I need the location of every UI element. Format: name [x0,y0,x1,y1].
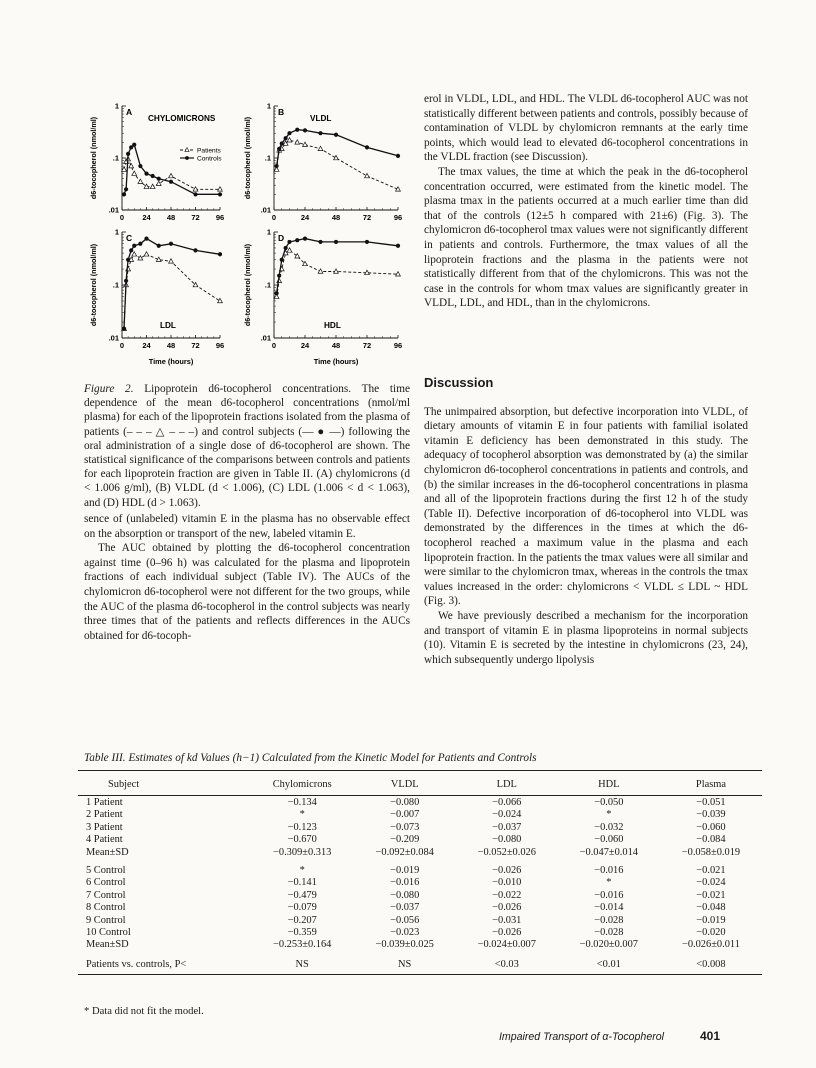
row-label: 5 Control [86,865,126,877]
table-cell: NS [354,951,456,975]
patients-data-point [334,155,339,159]
table-cell: −0.026 [492,902,522,914]
table-cell: −0.050 [594,797,624,809]
table-row [78,821,762,833]
patients-series-line [124,159,220,189]
controls-data-point [132,143,136,147]
figure-2-chart [82,92,412,374]
column-header: LDL [456,771,558,796]
y-tick-label: 1 [266,101,271,111]
y-axis-label: d6-tocopherol (nmol/ml) [89,116,98,200]
controls-data-point [132,244,136,248]
figure-caption [84,382,410,510]
panel-title: HDL [324,321,341,330]
paragraph: erol in VLDL, LDL, and HDL. The VLDL d6-tocopherol AUC was not statistically different between patients and controls, possibly because of contamination of VLDL by chylomicron remnants at the early time points, which would lead to elevated d6-tocopherol concentrations in the VLDL fraction (see Discussion). [424,93,748,164]
table-caption: Table III. Estimates of kd Values (h−1) Calculated from the Kinetic Model for Patients and Controls [84,752,537,764]
x-tick-label: 96 [393,341,403,350]
controls-data-point [396,154,400,158]
figure-caption-text: Lipoprotein d6-tocopherol concentrations. The time dependence of the mean d6-tocopherol concentrations (nmol/ml plasma) for each of the lipoprotein fractions isolated from the plasma of patients (– – – △ – – –) and control subjects (— ● —) following the oral administration of a single dose of d6-tocopherol are shown. The statistical significance of the comparisons between controls and patients for each lipoprotein fraction are given in Table II. (A) chylomicrons (d < 1.006 g/ml), (B) VLDL (d < 1.006), (C) LDL (1.006 < d < 1.063), and (D) HDL (d > 1.063). [84,383,410,509]
x-tick-label: 72 [362,341,372,350]
legend-patients-label: Patients [197,147,221,155]
controls-data-point [277,147,281,151]
controls-data-point [277,274,281,278]
y-tick-label: .1 [112,280,119,290]
x-tick-label: 24 [142,341,151,350]
table-cell: −0.084 [696,834,726,846]
patients-data-point [169,259,174,263]
table-cell: −0.016 [594,865,624,877]
table-cell: * [606,809,612,821]
controls-data-point [287,240,291,244]
column-header: Plasma [660,771,762,796]
table-cell: <0.03 [456,951,558,975]
patients-data-point [295,254,300,258]
patients-data-point [126,266,131,270]
controls-data-point [129,248,133,252]
y-tick-label: .01 [260,333,271,343]
y-tick-label: 1 [114,101,119,111]
table-cell: −0.037 [390,902,420,914]
x-tick-label: 24 [300,341,310,350]
paragraph: The AUC obtained by plotting the d6-tocopherol concentration against time (0–96 h) was calculated for the plasma and lipoprotein fractions of each individual subject (Table IV). The AUCs of the chylomicron d6-tocopherol were not different for the two groups, while the AUC of the plasma d6-tocopherol in the control subjects was nearly three times that of the patients and reflects differences in the AUCs obtained for d6-tocoph- [84,542,410,642]
table-cell: −0.047±0.014 [579,846,638,858]
table-cell: −0.060 [594,834,624,846]
table-cell: −0.134 [287,797,317,809]
table-cell: −0.007 [390,809,420,821]
controls-data-point [138,164,142,168]
x-tick-label: 96 [215,213,225,222]
table-cell: −0.023 [390,926,420,938]
paragraph: The tmax values, the time at which the peak in the d6-tocopherol concentration occurred, were estimated from the kinetic model. The plasma tmax in the patients occurred at a much earlier time than did that of the controls (12±5 h compared with 21±6) (Fig. 3). The chylomicron d6-tocopherol tmax values were not significantly different in patients and controls. Furthermore, the tmax values of all the lipoprotein fractions and the plasma in the patients were not statistically different from that of the chylomicrons. This was not the case in the controls for whom tmax values are significantly greater in VLDL, LDL, and HDL, than in the chylomicrons. [424,165,748,310]
patients-data-point [365,173,370,177]
left-column [84,512,410,643]
controls-data-point [218,252,222,256]
table-cell: −0.026 [492,926,522,938]
table-cell: −0.024 [492,809,522,821]
table-cell: −0.092±0.084 [375,846,434,858]
table-cell: * [606,877,612,889]
x-tick-label: 0 [119,341,125,350]
figure-caption-label: Figure 2. [84,383,134,395]
patients-data-point [132,171,137,175]
y-axis-label: d6-tocopherol (nmol/ml) [243,116,252,200]
controls-series-line [277,239,398,294]
table-row [78,939,762,951]
table-header-row [78,771,762,796]
x-tick-label: 48 [166,341,176,350]
panel-letter: A [126,107,133,117]
y-tick-label: .1 [112,153,119,163]
column-header: HDL [558,771,660,796]
table-row [78,926,762,938]
table-cell: −0.056 [390,914,420,926]
y-tick-label: 1 [266,227,271,237]
controls-data-point [280,141,284,145]
patients-data-point [129,163,134,167]
table-cell: −0.123 [287,821,317,833]
table-footnote: * Data did not fit the model. [84,1006,204,1017]
table-cell: −0.019 [390,865,420,877]
x-tick-label: 96 [215,341,225,350]
x-tick-label: 24 [300,213,310,222]
table-cell: −0.253±0.164 [273,939,332,951]
table-cell: NS [251,951,354,975]
controls-data-point [122,327,126,331]
y-axis-label: d6-tocopherol (nmol/ml) [243,243,252,327]
x-tick-label: 72 [191,213,200,222]
patients-data-point [132,252,137,256]
table-cell: −0.079 [287,902,317,914]
controls-data-point [274,164,278,168]
legend-controls-label: Controls [197,155,222,163]
table-row [78,914,762,926]
patients-data-point [287,138,292,142]
page-number: 401 [699,1029,720,1043]
controls-data-point [124,187,128,191]
controls-data-point [218,192,222,196]
table-cell: −0.060 [696,821,726,833]
controls-data-point [334,240,338,244]
table-cell: * [299,809,305,821]
controls-data-point [169,242,173,246]
controls-data-point [280,258,284,262]
controls-data-point [287,131,291,135]
table-row [78,902,762,914]
table-cell: −0.670 [287,834,317,846]
paragraph: sence of (unlabeled) vitamin E in the plasma has no observable effect on the absorption or transport of the new, labeled vitamin E. [84,513,410,540]
table-cell: −0.207 [287,914,317,926]
panel-title: VLDL [310,114,332,123]
controls-data-point [169,180,173,184]
table-cell: −0.309±0.313 [273,846,332,858]
controls-data-point [122,192,126,196]
right-column [424,92,748,311]
controls-data-point [193,192,197,196]
row-label: Patients vs. controls, P< [78,951,251,975]
table-cell: −0.479 [287,889,317,901]
x-tick-label: 0 [271,341,277,350]
panel-title: CHYLOMICRONS [148,114,216,123]
section-heading: Discussion [424,375,494,390]
panel-letter: B [278,107,285,117]
controls-data-point [157,244,161,248]
table-cell: −0.209 [390,834,420,846]
table-cell: −0.026 [492,865,522,877]
row-label: 1 Patient [86,797,123,809]
controls-data-point [303,128,307,132]
controls-data-point [138,242,142,246]
controls-data-point [303,237,307,241]
y-tick-label: .01 [108,333,119,343]
y-tick-label: 1 [114,227,119,237]
row-label: 4 Patient [86,834,123,846]
patients-data-point [218,298,223,302]
figure-2 [82,92,412,374]
controls-data-point [295,238,299,242]
controls-data-point [334,133,338,137]
column-header: VLDL [354,771,456,796]
controls-data-point [318,131,322,135]
controls-data-point [284,246,288,250]
controls-data-point [144,172,148,176]
patients-series-line [124,254,220,328]
patients-data-point [156,181,161,185]
table-cell: −0.066 [492,797,522,809]
controls-data-point [144,237,148,241]
panel-letter: C [126,233,133,243]
x-axis-label: Time (hours) [148,357,194,366]
y-tick-label: .1 [264,280,271,290]
controls-data-point [126,152,130,156]
controls-series-line [124,239,220,329]
table-cell: −0.048 [696,902,726,914]
table-row [78,858,762,876]
table-cell: −0.024 [696,877,726,889]
y-tick-label: .01 [108,205,119,215]
table-cell: −0.039±0.025 [375,939,434,951]
table-cell: −0.021 [696,865,726,877]
row-label: 8 Control [86,902,126,914]
controls-data-point [151,174,155,178]
table-row [78,889,762,901]
table-cell: −0.037 [492,821,522,833]
table-cell: −0.014 [594,902,624,914]
x-tick-label: 96 [393,213,403,222]
controls-data-point [365,145,369,149]
kd-table [78,770,762,975]
controls-data-point [318,240,322,244]
row-label: 7 Control [86,889,126,901]
table-cell: −0.031 [492,914,522,926]
table-row [78,809,762,821]
table-cell: −0.039 [696,809,726,821]
x-tick-label: 48 [331,213,341,222]
table-row [78,846,762,858]
controls-data-point [396,244,400,248]
patients-data-point [396,272,401,276]
row-label: 6 Control [86,877,126,889]
table-cell: −0.019 [696,914,726,926]
table-cell: −0.051 [696,797,726,809]
patients-data-point [138,179,143,183]
table-cell: −0.026±0.011 [681,939,740,951]
paragraph: The unimpaired absorption, but defective incorporation into VLDL, of dietary amounts of vitamin E in four patients with familial isolated vitamin E deficiency has been demonstrated in this study. The adequacy of tocopherol absorption was demonstrated by (a) the similar chylomicron d6-tocopherol concentrations in patients and controls, and (b) the similar increases in the d6-tocopherol concentrations in plasma and all of the lipoprotein fractions during the first 12 h of the study (Table II). Defective incorporation of d6-tocopherol into VLDL was demonstrated by the differences in the times at which the d6-tocopherol reached a maximum value in the plasma and each lipoprotein fraction. In the patients the tmax values were all similar and were similar to the chylomicron tmax, whereas in the controls the tmax values increased in the order: chylomicrons < VLDL ≤ LDL ~ HDL (Fig. 3). [424,405,748,608]
patients-data-point [303,142,308,146]
x-tick-label: 48 [331,341,341,350]
patients-data-point [144,252,149,256]
row-label: 9 Control [86,914,126,926]
column-header: Subject [78,771,251,796]
paragraph: We have previously described a mechanism for the incorporation and transport of vitamin E in plasma lipoproteins in normal subjects (10). Vitamin E is secreted by the intestine in chylomicrons (23, 24), which subsequently undergo lipolysis [424,609,748,666]
controls-data-point [126,258,130,262]
column-header: Chylomicrons [251,771,354,796]
discussion-section [424,376,748,667]
table-cell: −0.020 [696,926,726,938]
x-tick-label: 72 [362,213,372,222]
table-row [78,834,762,846]
table-cell: −0.021 [696,889,726,901]
table-cell: −0.024±0.007 [477,939,536,951]
y-tick-label: .01 [260,205,271,215]
controls-data-point [365,240,369,244]
table-cell: <0.01 [558,951,660,975]
table-cell: −0.010 [492,877,522,889]
row-label: 2 Patient [86,809,123,821]
table-cell: −0.028 [594,926,624,938]
controls-data-point [274,291,278,295]
x-axis-label: Time (hours) [313,357,359,366]
controls-data-point [124,279,128,283]
x-tick-label: 72 [191,341,200,350]
controls-data-point [295,128,299,132]
table-cell: −0.080 [390,797,420,809]
table-row [78,877,762,889]
table-cell: −0.020±0.007 [579,939,638,951]
table-cell: −0.359 [287,926,317,938]
legend-controls-marker [185,156,189,160]
running-head: Impaired Transport of α-Tocopherol [498,1031,664,1043]
controls-data-point [284,136,288,140]
patients-series-line [277,140,398,189]
row-label: 10 Control [86,926,131,938]
x-tick-label: 0 [271,213,277,222]
patients-data-point [318,146,323,150]
patients-data-point [169,173,174,177]
table-row [78,951,762,975]
table-cell: −0.073 [390,821,420,833]
controls-data-point [157,177,161,181]
y-tick-label: .1 [264,153,271,163]
table-cell: −0.080 [492,834,522,846]
row-label: Mean±SD [86,846,129,858]
x-tick-label: 0 [119,213,125,222]
controls-data-point [193,248,197,252]
table-cell: −0.032 [594,821,624,833]
table-cell: −0.016 [594,889,624,901]
patients-data-point [218,187,223,191]
table-cell: −0.016 [390,877,420,889]
table-cell: −0.052±0.026 [477,846,536,858]
panel-letter: D [278,233,285,243]
table-cell: −0.141 [287,877,317,889]
table-cell: <0.008 [660,951,762,975]
patients-data-point [138,256,143,260]
table-cell: −0.022 [492,889,522,901]
patients-data-point [287,248,292,252]
panel-title: LDL [160,321,176,330]
table-row [78,796,762,809]
y-axis-label: d6-tocopherol (nmol/ml) [89,243,98,327]
table-cell: −0.028 [594,914,624,926]
table-cell: * [299,865,305,877]
x-tick-label: 48 [166,213,176,222]
x-tick-label: 24 [142,213,151,222]
table-cell: −0.058±0.019 [681,846,741,858]
row-label: 3 Patient [86,821,123,833]
table-cell: −0.080 [390,889,420,901]
row-label: Mean±SD [86,939,129,951]
